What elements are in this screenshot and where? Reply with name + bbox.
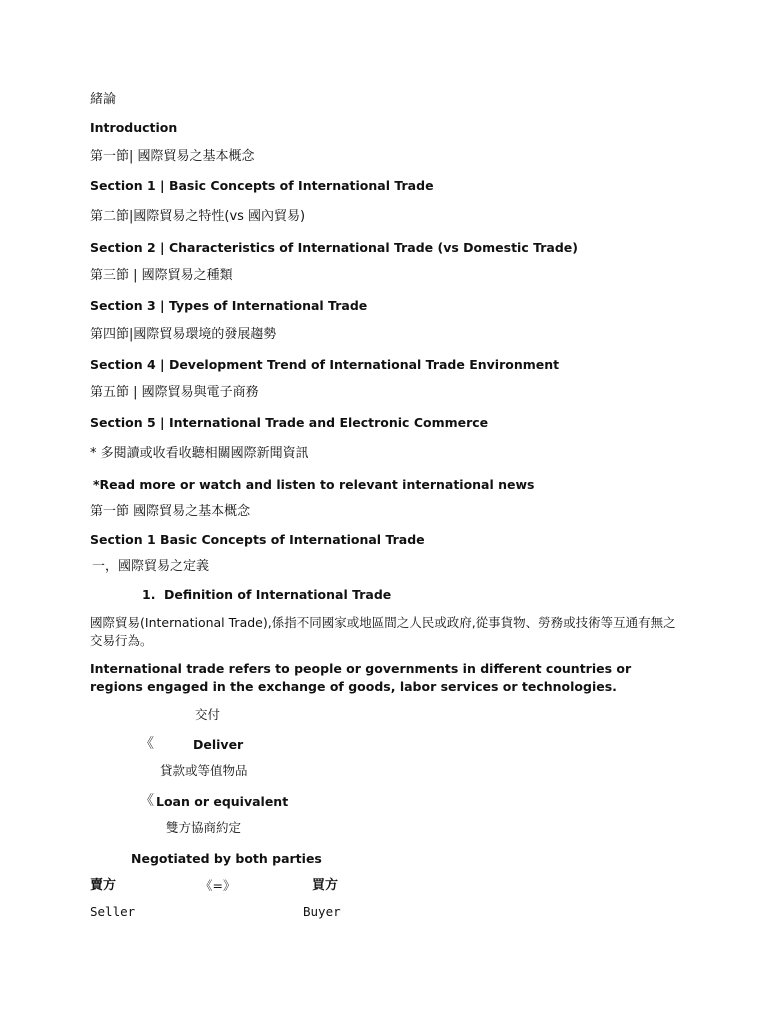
intro-title-zh: 緒論 xyxy=(90,92,117,107)
deliver-en: Deliver xyxy=(193,737,244,752)
seller-en: Seller xyxy=(90,904,136,919)
negotiated-zh: 雙方協商約定 xyxy=(166,820,242,835)
deliver-zh: 交付 xyxy=(195,707,221,722)
definition-en: International trade refers to people or governments in different countries or regions engaged in the exchange of goods, labor services or technologies. xyxy=(90,661,632,694)
toc-section-3-en: Section 3 | Types of International Trade xyxy=(90,298,368,313)
deliver-arrow: 《 xyxy=(140,736,154,752)
item-1-number: 1. xyxy=(142,587,156,602)
intro-title-en: Introduction xyxy=(90,120,178,135)
negotiated-en: Negotiated by both parties xyxy=(131,851,322,866)
seller-zh: 賣方 xyxy=(90,878,117,893)
buyer-zh: 買方 xyxy=(312,878,339,893)
toc-section-1-zh: 第一節| 國際貿易之基本概念 xyxy=(90,149,255,164)
toc-section-3-zh: 第三節 | 國際貿易之種類 xyxy=(90,268,233,283)
loan-zh: 貸款或等值物品 xyxy=(160,763,248,778)
item-1-heading-zh: 一，國際貿易之定義 xyxy=(92,559,210,574)
toc-section-5-zh: 第五節 | 國際貿易與電子商務 xyxy=(90,385,259,400)
definition-zh: 國際貿易(International Trade),係指不同國家或地區間之人民或政府,從事貨物、勞務或技術等互通有無之交易行為。 xyxy=(90,615,676,648)
loan-arrow: 《 xyxy=(140,793,154,809)
section-1-heading-zh: 第一節 國際貿易之基本概念 xyxy=(90,504,251,519)
toc-section-2-en: Section 2 | Characteristics of International Trade (vs Domestic Trade) xyxy=(90,240,578,255)
section-1-heading-en: Section 1 Basic Concepts of International Trade xyxy=(90,532,425,547)
loan-en: Loan or equivalent xyxy=(156,794,289,809)
toc-section-2-zh: 第二節|國際貿易之特性(vs 國內貿易) xyxy=(90,209,306,224)
toc-section-4-zh: 第四節|國際貿易環境的發展趨勢 xyxy=(90,327,277,342)
equal-sign: 《=》 xyxy=(200,878,236,893)
item-1-heading-en: Definition of International Trade xyxy=(164,587,392,602)
toc-section-4-en: Section 4 | Development Trend of International Trade Environment xyxy=(90,357,560,372)
buyer-en: Buyer xyxy=(303,904,341,919)
toc-section-1-en: Section 1 | Basic Concepts of International Trade xyxy=(90,178,434,193)
toc-section-5-en: Section 5 | International Trade and Electronic Commerce xyxy=(90,415,489,430)
note-en: *Read more or watch and listen to relevant international news xyxy=(93,477,535,492)
note-zh: * 多閱讀或收看收聽相關國際新聞資訊 xyxy=(90,446,309,461)
